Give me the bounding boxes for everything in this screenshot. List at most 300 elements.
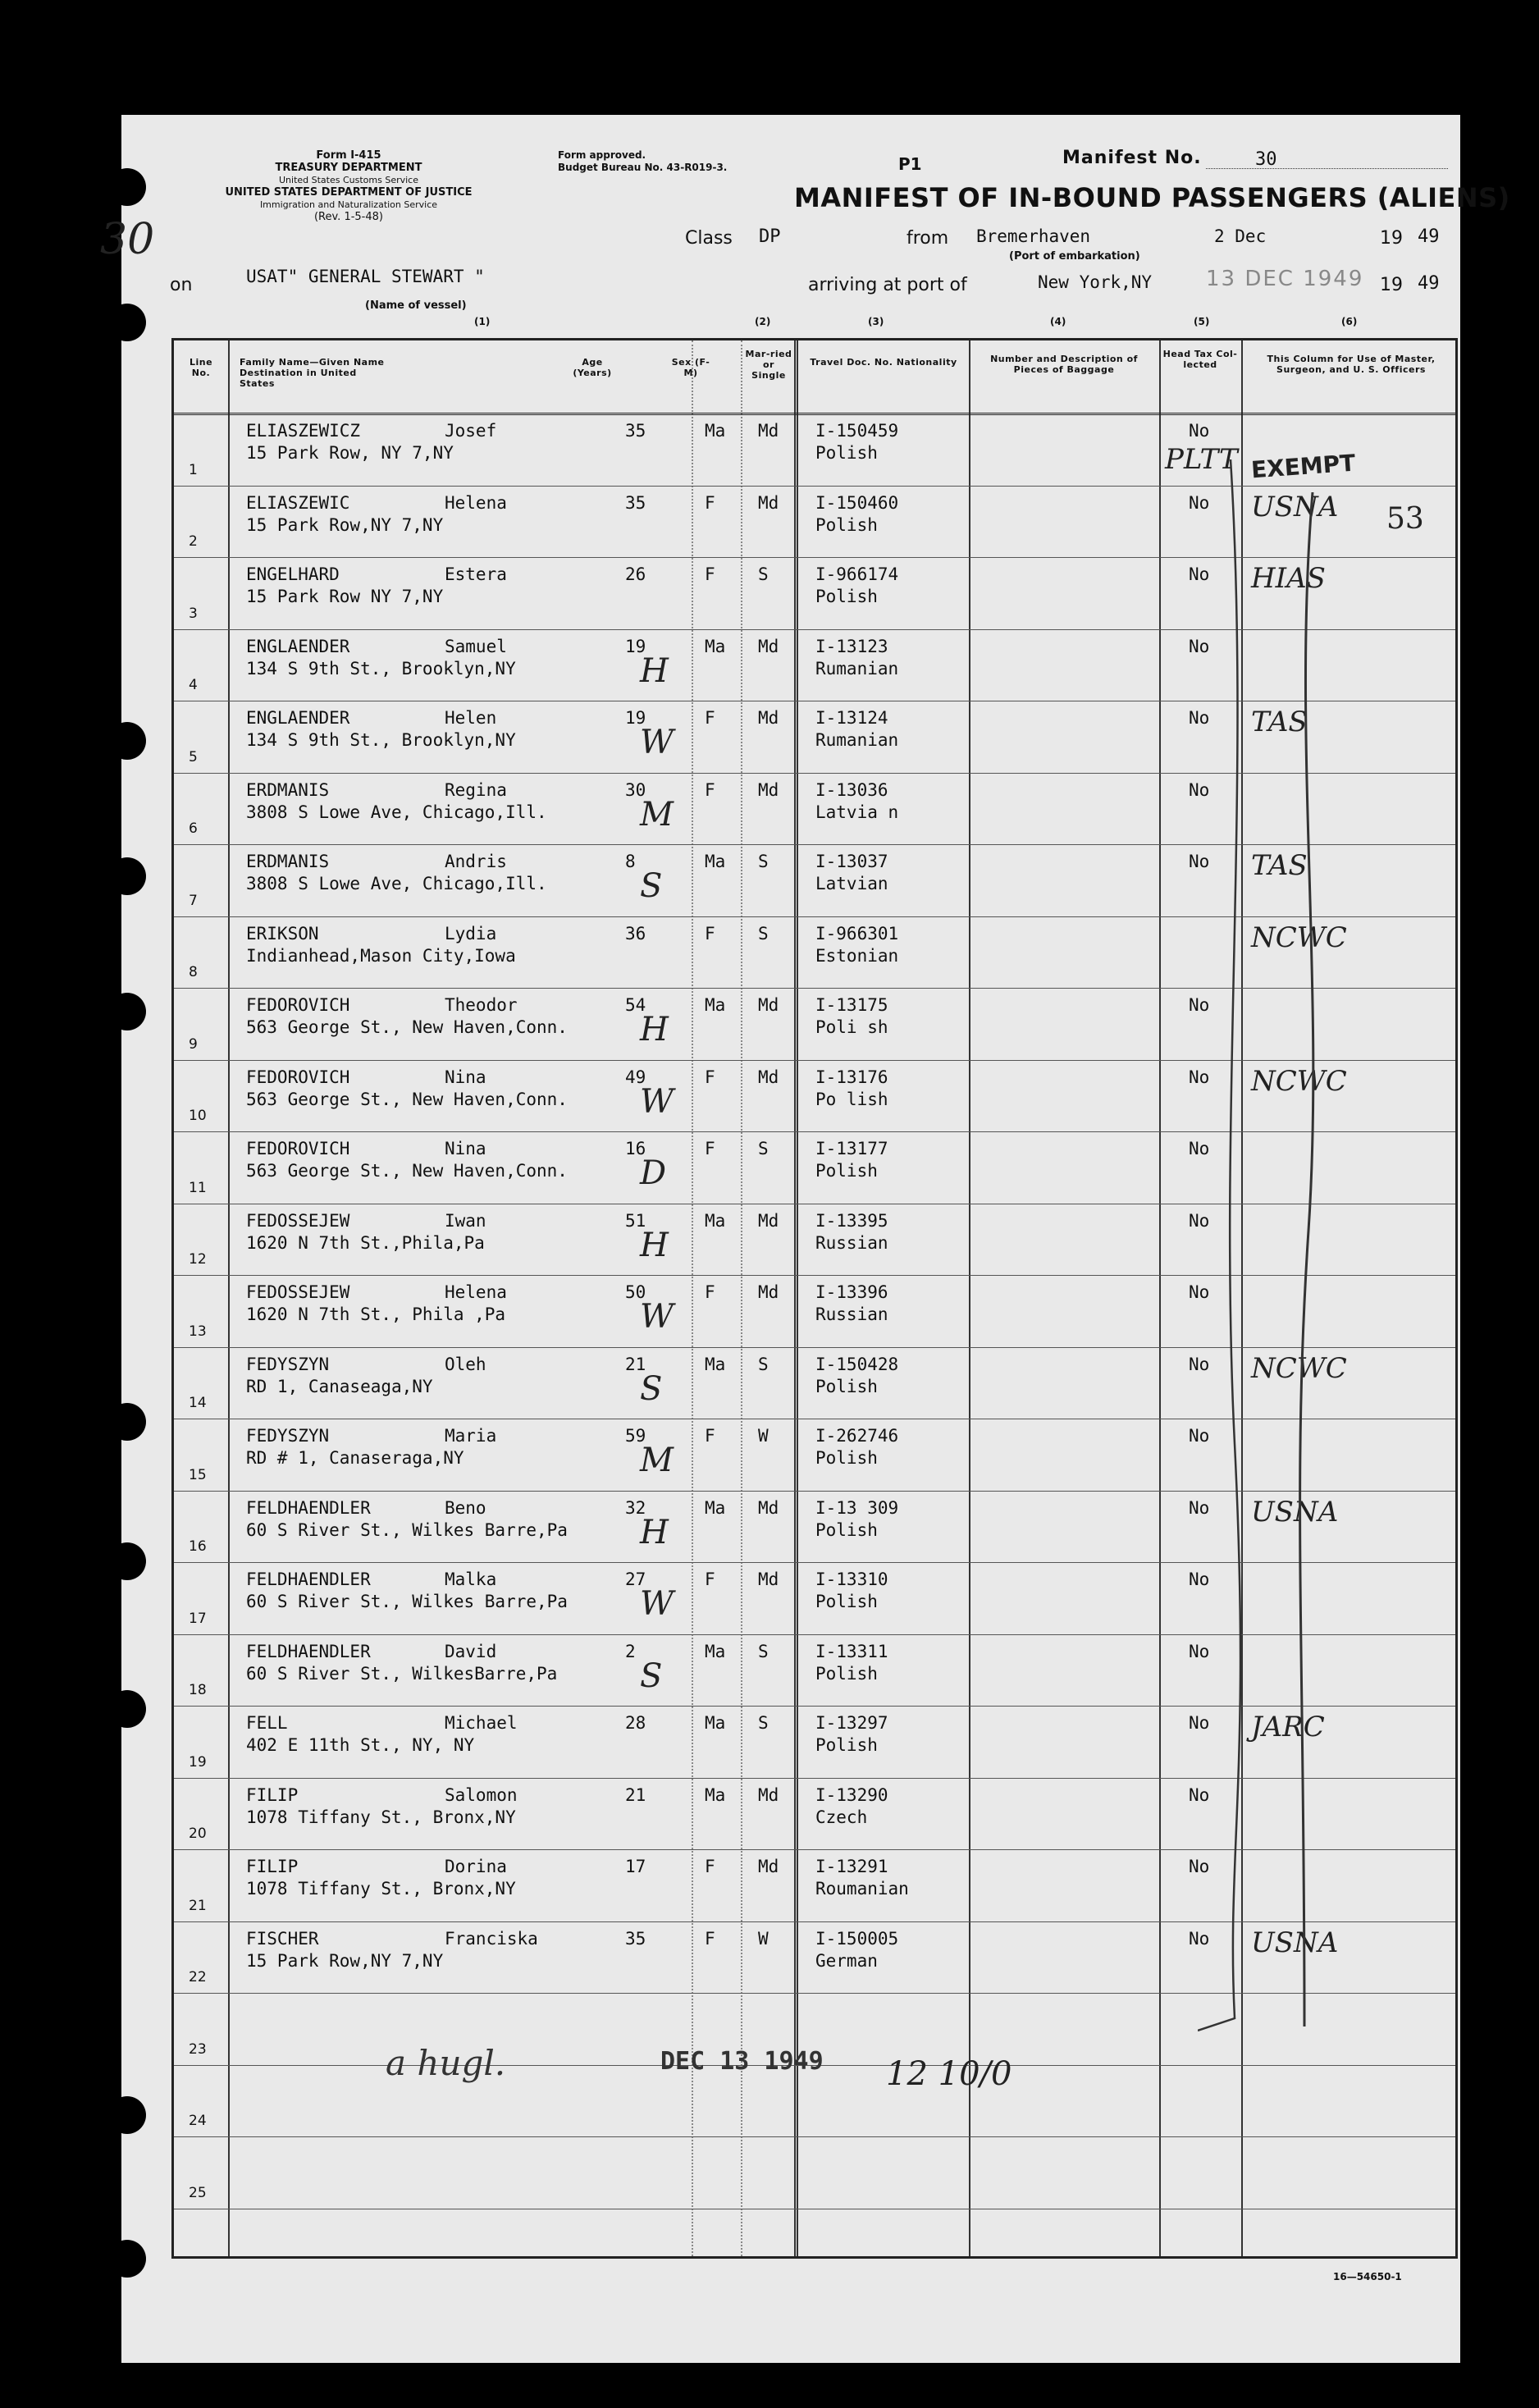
age-mark: H — [640, 1226, 669, 1264]
age: 16 — [625, 1139, 646, 1158]
head-tax: No — [1189, 421, 1210, 441]
given-name: Josef — [445, 421, 497, 441]
table-row — [174, 2066, 1455, 2138]
given-name: Maria — [445, 1426, 497, 1446]
form-number: Form I-415 — [316, 149, 381, 162]
given-name: Estera — [445, 564, 507, 584]
sex: F — [705, 1139, 715, 1158]
age: 19 — [625, 708, 646, 728]
age-mark: H — [640, 651, 669, 690]
form-agency-block — [168, 149, 529, 223]
col-travel-doc: Travel Doc. No. Nationality — [810, 357, 957, 368]
punch-hole — [108, 1542, 146, 1580]
age-mark: W — [640, 1298, 674, 1336]
given-name: Andris — [445, 852, 507, 871]
destination: 1078 Tiffany St., Bronx,NY — [246, 1879, 516, 1899]
pltt-note: PLTT — [1165, 443, 1238, 476]
destination: 15 Park Row, NY 7,NY — [246, 443, 454, 463]
sex: Ma — [705, 995, 726, 1015]
marital-status: W — [758, 1426, 769, 1446]
age-mark: W — [640, 1585, 674, 1623]
age: 35 — [625, 421, 646, 441]
age: 19 — [625, 636, 646, 656]
line-number: 4 — [189, 677, 198, 693]
col-married: Mar-ried or Single — [745, 349, 792, 381]
officers-stroke — [1263, 492, 1362, 2026]
head-tax: No — [1189, 852, 1210, 871]
destination: 1620 N 7th St.,Phila,Pa — [246, 1232, 485, 1253]
table-row — [174, 2137, 1455, 2209]
family-name: FELDHAENDLER — [246, 1497, 371, 1518]
given-name: Iwan — [445, 1210, 486, 1231]
family-name: ENGLAENDER — [246, 708, 350, 728]
age-mark: S — [640, 1656, 663, 1695]
marital-status: Md — [758, 492, 779, 513]
punch-hole — [108, 857, 146, 895]
customs-service: United States Customs Service — [278, 175, 418, 185]
punch-hole — [108, 2240, 146, 2278]
age: 36 — [625, 923, 646, 944]
punch-hole — [108, 1403, 146, 1441]
age-mark: H — [640, 1513, 669, 1551]
destination: 60 S River St., Wilkes Barre,Pa — [246, 1592, 568, 1611]
org-note: USNA — [1251, 1926, 1339, 1959]
line-number: 22 — [189, 1969, 207, 1985]
age: 51 — [625, 1210, 646, 1231]
vessel-name-caption: (Name of vessel) — [365, 299, 467, 312]
family-name: ERIKSON — [246, 923, 319, 944]
sex: F — [705, 1426, 715, 1446]
line-number: 1 — [189, 461, 198, 478]
vessel-name: USAT" GENERAL STEWART " — [246, 267, 485, 286]
exempt-stamp: EXEMPT — [1250, 449, 1357, 484]
travel-doc-no: I-13176 — [815, 1067, 888, 1087]
destination: 134 S 9th St., Brooklyn,NY — [246, 730, 516, 750]
travel-doc-no: I-150005 — [815, 1928, 899, 1949]
given-name: David — [445, 1641, 497, 1661]
col-num-2: (2) — [755, 316, 771, 327]
given-name: Nina — [445, 1067, 486, 1087]
age-mark: M — [640, 795, 674, 834]
family-name: ERDMANIS — [246, 852, 330, 871]
col-baggage: Number and Description of Pieces of Baggage — [990, 354, 1138, 375]
age: 28 — [625, 1713, 646, 1733]
col-line-no: Line No. — [189, 357, 213, 378]
given-name: Lydia — [445, 923, 497, 944]
family-name: FEDOSSEJEW — [246, 1210, 350, 1231]
head-tax: No — [1189, 1426, 1210, 1446]
class-label: Class — [685, 228, 733, 249]
age: 17 — [625, 1857, 646, 1876]
travel-doc-no: I-150459 — [815, 421, 899, 441]
age: 8 — [625, 852, 636, 871]
col-head-tax: Head Tax Col-lected — [1162, 349, 1238, 370]
marital-status: Md — [758, 1210, 779, 1231]
arrival-date-stamp: 13 DEC 1949 — [1206, 267, 1364, 291]
destination: Indianhead,Mason City,Iowa — [246, 945, 516, 966]
travel-doc-no: I-150428 — [815, 1354, 899, 1374]
marital-status: S — [758, 1354, 769, 1374]
family-name: ENGLAENDER — [246, 636, 350, 656]
travel-doc-no: I-13395 — [815, 1210, 888, 1231]
family-name: FEDOSSEJEW — [246, 1282, 350, 1302]
col-officers: This Column for Use of Master, Surgeon, and U. S. Officers — [1267, 354, 1436, 375]
given-name: Samuel — [445, 636, 507, 656]
org-note: NCWC — [1251, 1351, 1347, 1385]
sex: F — [705, 708, 715, 728]
head-tax: No — [1189, 1210, 1210, 1231]
destination: 563 George St., New Haven,Conn. — [246, 1161, 568, 1181]
nationality: Polish — [815, 587, 878, 606]
nationality: Polish — [815, 1161, 878, 1181]
travel-doc-no: I-150460 — [815, 492, 899, 513]
org-note: JARC — [1251, 1711, 1325, 1743]
justice-dept: UNITED STATES DEPARTMENT OF JUSTICE — [225, 186, 473, 199]
marital-status: Md — [758, 1282, 779, 1302]
manifest-number-line — [1206, 168, 1448, 169]
age-mark: W — [640, 724, 674, 761]
age: 49 — [625, 1067, 646, 1087]
manifest-title: MANIFEST OF IN-BOUND PASSENGERS (ALIENS) — [794, 182, 1510, 213]
family-name: FELDHAENDLER — [246, 1641, 371, 1661]
marital-status: S — [758, 923, 769, 944]
marital-status: S — [758, 852, 769, 871]
marital-status: Md — [758, 779, 779, 800]
marital-status: Md — [758, 1857, 779, 1876]
sex: Ma — [705, 852, 726, 871]
sex: Ma — [705, 1354, 726, 1374]
org-note: NCWC — [1251, 1064, 1347, 1098]
age: 32 — [625, 1497, 646, 1518]
family-name: FEDOROVICH — [246, 1067, 350, 1087]
age-mark: M — [640, 1442, 674, 1479]
line-number: 25 — [189, 2184, 207, 2201]
marital-status: Md — [758, 1784, 779, 1805]
year-1: 49 — [1418, 226, 1440, 247]
ins-service: Immigration and Naturalization Service — [259, 199, 438, 210]
head-tax: No — [1189, 1067, 1210, 1087]
port-of-embarkation: Bremerhaven — [976, 226, 1091, 246]
year-2: 49 — [1418, 273, 1440, 294]
travel-doc-no: I-13 309 — [815, 1497, 899, 1518]
destination: 3808 S Lowe Ave, Chicago,Ill. — [246, 874, 547, 893]
travel-doc-no: I-13124 — [815, 708, 888, 728]
form-approval — [558, 149, 727, 174]
line-number: 8 — [189, 964, 198, 980]
destination: 15 Park Row NY 7,NY — [246, 587, 444, 606]
age: 27 — [625, 1570, 646, 1589]
col-num-1: (1) — [474, 316, 491, 327]
given-name: Helen — [445, 708, 497, 728]
nationality: Polish — [815, 1663, 878, 1684]
nationality: Po lish — [815, 1089, 888, 1109]
given-name: Beno — [445, 1497, 486, 1518]
nationality: Polish — [815, 1376, 878, 1396]
travel-doc-no: I-262746 — [815, 1426, 899, 1446]
nationality: Rumanian — [815, 658, 899, 679]
family-name: FILIP — [246, 1857, 299, 1876]
marital-status: Md — [758, 636, 779, 656]
sex: F — [705, 1282, 715, 1302]
col-num-6: (6) — [1341, 316, 1358, 327]
arrival-port: New York,NY — [1038, 272, 1153, 292]
travel-doc-no: I-966301 — [815, 923, 899, 944]
age: 21 — [625, 1354, 646, 1374]
line-number: 5 — [189, 748, 198, 765]
head-tax: No — [1189, 1928, 1210, 1949]
punch-hole — [108, 2096, 146, 2134]
sex: Ma — [705, 421, 726, 441]
age: 50 — [625, 1282, 646, 1302]
head-tax: No — [1189, 1282, 1210, 1302]
nationality: Polish — [815, 1519, 878, 1540]
age-mark: S — [640, 867, 663, 905]
age: 59 — [625, 1426, 646, 1446]
punch-hole — [108, 722, 146, 760]
age: 35 — [625, 492, 646, 513]
family-name: FILIP — [246, 1784, 299, 1805]
from-label: from — [907, 228, 949, 249]
line-number: 6 — [189, 820, 198, 837]
org-note: HIAS — [1251, 562, 1326, 595]
sex: F — [705, 779, 715, 800]
given-name: Michael — [445, 1713, 518, 1733]
travel-doc-no: I-966174 — [815, 564, 899, 584]
head-tax: No — [1189, 779, 1210, 800]
form-code: 16—54650-1 — [1333, 2271, 1402, 2282]
sex: F — [705, 1067, 715, 1087]
travel-doc-no: I-13310 — [815, 1570, 888, 1589]
nationality: Polish — [815, 443, 878, 463]
age-mark: H — [640, 1011, 669, 1049]
line-number: 16 — [189, 1538, 207, 1555]
head-tax: No — [1189, 995, 1210, 1015]
sex: F — [705, 1857, 715, 1876]
marital-status: Md — [758, 1497, 779, 1518]
head-tax: No — [1189, 1139, 1210, 1158]
nationality: Polish — [815, 1592, 878, 1611]
col-age: Age (Years) — [573, 357, 612, 378]
sex: Ma — [705, 636, 726, 656]
family-name: FEDOROVICH — [246, 995, 350, 1015]
travel-doc-no: I-13291 — [815, 1857, 888, 1876]
count-number: 53 — [1386, 502, 1424, 536]
travel-doc-no: I-13177 — [815, 1139, 888, 1158]
sex: F — [705, 1570, 715, 1589]
year-label-2: 19 — [1380, 275, 1403, 295]
given-name: Helena — [445, 492, 507, 513]
family-name: ELIASZEWICZ — [246, 421, 361, 441]
travel-doc-no: I-13036 — [815, 779, 888, 800]
marital-status: Md — [758, 708, 779, 728]
marital-status: W — [758, 1928, 769, 1949]
given-name: Salomon — [445, 1784, 518, 1805]
nationality: Poli sh — [815, 1017, 888, 1037]
destination: 60 S River St., Wilkes Barre,Pa — [246, 1519, 568, 1540]
destination: 1078 Tiffany St., Bronx,NY — [246, 1807, 516, 1827]
line-number: 2 — [189, 533, 198, 550]
head-tax: No — [1189, 1570, 1210, 1589]
org-note: NCWC — [1251, 921, 1347, 954]
port-of-embarkation-caption: (Port of embarkation) — [1009, 250, 1140, 263]
manifest-number: 30 — [1255, 149, 1277, 170]
nationality: Polish — [815, 514, 878, 535]
head-tax: No — [1189, 492, 1210, 513]
destination: 15 Park Row,NY 7,NY — [246, 514, 444, 535]
head-tax: No — [1189, 636, 1210, 656]
punch-hole — [108, 1690, 146, 1728]
stamp-date: DEC 13 1949 — [660, 2047, 824, 2076]
destination: 3808 S Lowe Ave, Chicago,Ill. — [246, 802, 547, 822]
punch-hole — [108, 304, 146, 341]
on-label: on — [170, 275, 193, 295]
budget-bureau: Budget Bureau No. 43-R019-3. — [558, 162, 728, 173]
age: 54 — [625, 995, 646, 1015]
org-note: USNA — [1251, 490, 1339, 523]
headtax-stroke — [1198, 459, 1263, 2035]
destination: 134 S 9th St., Brooklyn,NY — [246, 658, 516, 679]
punch-hole — [108, 168, 146, 206]
nationality: Latvia n — [815, 802, 899, 822]
class-value: DP — [759, 226, 781, 247]
line-number: 12 — [189, 1251, 207, 1268]
travel-doc-no: I-13037 — [815, 852, 888, 871]
head-tax: No — [1189, 1497, 1210, 1518]
line-number: 17 — [189, 1610, 207, 1627]
family-name: FEDYSZYN — [246, 1354, 330, 1374]
line-number: 11 — [189, 1179, 207, 1196]
line-number: 7 — [189, 892, 198, 909]
marital-status: S — [758, 1139, 769, 1158]
given-name: Malka — [445, 1570, 497, 1589]
age-mark: W — [640, 1082, 674, 1121]
family-name: ELIASZEWIC — [246, 492, 350, 513]
sex: F — [705, 923, 715, 944]
family-name: FISCHER — [246, 1928, 319, 1949]
nationality: Rumanian — [815, 730, 899, 750]
destination: 402 E 11th St., NY, NY — [246, 1735, 475, 1755]
head-tax: No — [1189, 1713, 1210, 1733]
head-tax: No — [1189, 1354, 1210, 1374]
sex: Ma — [705, 1784, 726, 1805]
marital-status: S — [758, 1713, 769, 1733]
age-mark: D — [640, 1154, 667, 1192]
hand-page-number: 30 — [100, 215, 155, 264]
col-name: Family Name—Given Name Destination in United States — [240, 357, 385, 389]
org-note: TAS — [1251, 849, 1308, 882]
nationality: Russian — [815, 1232, 888, 1253]
line-number: 18 — [189, 1682, 207, 1698]
signature-initials: a hugl. — [386, 2043, 506, 2083]
marital-status: Md — [758, 1067, 779, 1087]
org-note: TAS — [1251, 706, 1308, 738]
age: 35 — [625, 1928, 646, 1949]
line-number: 15 — [189, 1466, 207, 1483]
given-name: Nina — [445, 1139, 486, 1158]
line-number: 21 — [189, 1897, 207, 1914]
head-tax: No — [1189, 1784, 1210, 1805]
head-tax: No — [1189, 1857, 1210, 1876]
head-tax: No — [1189, 1641, 1210, 1661]
family-name: FEDYSZYN — [246, 1426, 330, 1446]
manifest-number-label: Manifest No. — [1062, 148, 1202, 168]
sex: F — [705, 1928, 715, 1949]
marital-status: Md — [758, 1570, 779, 1589]
destination: 1620 N 7th St., Phila ,Pa — [246, 1305, 506, 1324]
line-number: 14 — [189, 1395, 207, 1411]
family-name: ERDMANIS — [246, 779, 330, 800]
nationality: Latvian — [815, 874, 888, 893]
sex: Ma — [705, 1713, 726, 1733]
line-number: 3 — [189, 605, 198, 622]
age: 2 — [625, 1641, 636, 1661]
col-num-5: (5) — [1194, 316, 1210, 327]
given-name: Oleh — [445, 1354, 486, 1374]
sex: Ma — [705, 1210, 726, 1231]
org-note: USNA — [1251, 1495, 1339, 1528]
line-number: 20 — [189, 1825, 207, 1842]
head-tax: No — [1189, 708, 1210, 728]
travel-doc-no: I-13297 — [815, 1713, 888, 1733]
given-name: Helena — [445, 1282, 507, 1302]
line-number: 24 — [189, 2113, 207, 2129]
marital-status: Md — [758, 421, 779, 441]
punch-hole — [108, 993, 146, 1030]
line-number: 19 — [189, 1753, 207, 1771]
given-name: Theodor — [445, 995, 518, 1015]
nationality: German — [815, 1950, 878, 1971]
arriving-label: arriving at port of — [808, 275, 967, 295]
travel-doc-no: I-13175 — [815, 995, 888, 1015]
age: 30 — [625, 779, 646, 800]
line-number: 10 — [189, 1108, 207, 1124]
head-tax: No — [1189, 564, 1210, 584]
line-number: 23 — [189, 2040, 207, 2058]
nationality: Polish — [815, 1735, 878, 1755]
age: 26 — [625, 564, 646, 584]
sex: Ma — [705, 1641, 726, 1661]
given-name: Franciska — [445, 1928, 538, 1949]
col-sex: Sex (F-M) — [671, 357, 710, 378]
sex: Ma — [705, 1497, 726, 1518]
year-label-1: 19 — [1380, 228, 1403, 249]
nationality: Roumanian — [815, 1879, 909, 1899]
destination: RD 1, Canaseaga,NY — [246, 1376, 433, 1396]
travel-doc-no: I-13123 — [815, 636, 888, 656]
form-approved: Form approved. — [558, 149, 646, 161]
travel-doc-no: I-13290 — [815, 1784, 888, 1805]
treasury-dept: TREASURY DEPARTMENT — [275, 162, 422, 174]
age-mark: S — [640, 1369, 663, 1408]
handwritten-fraction: 12 10/0 — [886, 2055, 1012, 2093]
family-name: FELDHAENDLER — [246, 1570, 371, 1589]
sex: F — [705, 492, 715, 513]
travel-doc-no: I-13311 — [815, 1641, 888, 1661]
sex: F — [705, 564, 715, 584]
marital-status: S — [758, 564, 769, 584]
destination: 563 George St., New Haven,Conn. — [246, 1017, 568, 1037]
marital-status: Md — [758, 995, 779, 1015]
line-number: 9 — [189, 1035, 198, 1053]
age: 21 — [625, 1784, 646, 1805]
destination: 563 George St., New Haven,Conn. — [246, 1089, 568, 1109]
nationality: Polish — [815, 1448, 878, 1468]
nationality: Estonian — [815, 945, 899, 966]
page-marker: P1 — [898, 154, 922, 174]
destination: RD # 1, Canaseraga,NY — [246, 1448, 464, 1468]
destination: 15 Park Row,NY 7,NY — [246, 1950, 444, 1971]
given-name: Regina — [445, 779, 507, 800]
